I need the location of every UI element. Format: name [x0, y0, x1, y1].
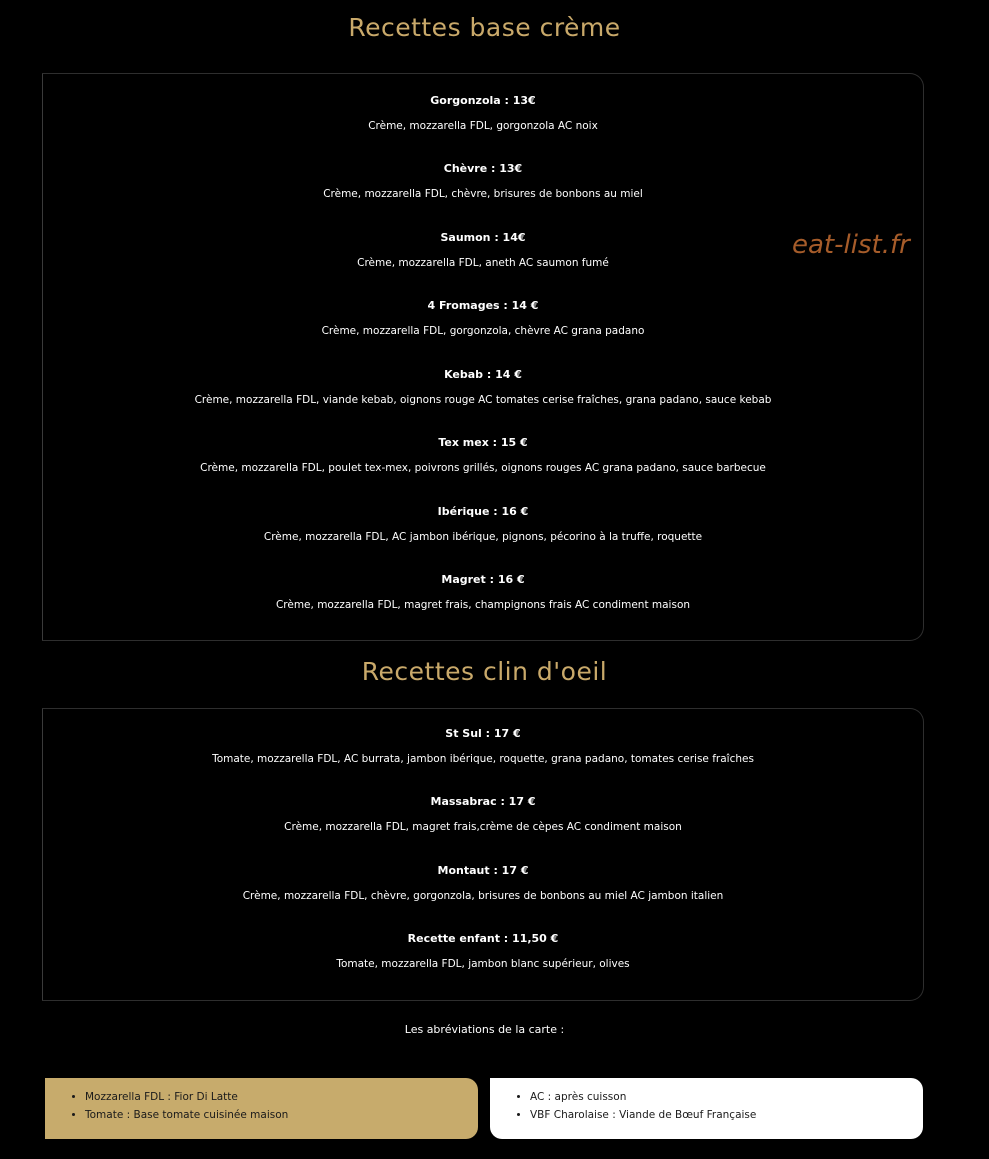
recipe-description: Crème, mozzarella FDL, chèvre, brisures de bonbons au miel	[323, 188, 643, 200]
recipe-description: Crème, mozzarella FDL, viande kebab, oignons rouge AC tomates cerise fraîches, grana padano, sauce kebab	[194, 394, 772, 406]
abbreviation-item: • Mozzarella FDL : Fior Di Latte	[85, 1088, 466, 1106]
recipe-name: Tex mex : 15 €	[438, 436, 528, 449]
abbreviations-list	[69, 1088, 466, 1124]
section-title-base-creme: Recettes base crème	[348, 13, 621, 42]
recipe-item	[43, 436, 923, 475]
abbreviation-item: • Tomate : Base tomate cuisinée maison	[85, 1106, 466, 1124]
abbreviations-list	[514, 1088, 911, 1124]
recipe-item	[43, 727, 923, 766]
recipe-description: Crème, mozzarella FDL, gorgonzola, chèvre AC grana padano	[321, 325, 645, 337]
section-title-clin-doeil: Recettes clin d'oeil	[361, 657, 608, 686]
recipes-card-base-creme	[42, 73, 924, 641]
recipe-name: Gorgonzola : 13€	[430, 94, 536, 107]
recipe-name: Montaut : 17 €	[437, 864, 529, 877]
abbreviations-title: Les abréviations de la carte :	[404, 1023, 565, 1036]
recipe-name: Massabrac : 17 €	[430, 795, 536, 808]
recipes-card-clin-doeil	[42, 708, 924, 1001]
recipe-name: Kebab : 14 €	[444, 368, 522, 381]
recipe-name: Ibérique : 16 €	[437, 505, 529, 518]
recipe-item	[43, 795, 923, 834]
recipe-description: Crème, mozzarella FDL, aneth AC saumon fumé	[357, 257, 609, 269]
recipe-item	[43, 573, 923, 612]
recipe-item	[43, 368, 923, 407]
recipe-description: Crème, mozzarella FDL, magret frais, champignons frais AC condiment maison	[275, 599, 691, 611]
abbreviation-item: • AC : après cuisson	[530, 1088, 911, 1106]
recipe-name: Chèvre : 13€	[443, 162, 523, 175]
abbreviations-box-right	[490, 1078, 923, 1139]
recipe-description: Crème, mozzarella FDL, poulet tex-mex, poivrons grillés, oignons rouges AC grana padano, sauce barbecue	[200, 462, 766, 474]
recipe-description: Crème, mozzarella FDL, gorgonzola AC noix	[368, 120, 598, 132]
recipe-item	[43, 162, 923, 201]
recipe-item	[43, 231, 923, 270]
recipe-description: Tomate, mozzarella FDL, jambon blanc supérieur, olives	[336, 958, 630, 970]
recipe-description: Tomate, mozzarella FDL, AC burrata, jambon ibérique, roquette, grana padano, tomates cerise fraîches	[212, 753, 754, 765]
recipe-item	[43, 299, 923, 338]
recipe-description: Crème, mozzarella FDL, magret frais,crème de cèpes AC condiment maison	[284, 821, 682, 833]
recipe-description: Crème, mozzarella FDL, chèvre, gorgonzola, brisures de bonbons au miel AC jambon italien	[242, 890, 724, 902]
abbreviation-item: • VBF Charolaise : Viande de Bœuf Française	[530, 1106, 911, 1124]
recipe-item	[43, 864, 923, 903]
recipe-name: 4 Fromages : 14 €	[427, 299, 539, 312]
recipe-name: Saumon : 14€	[440, 231, 526, 244]
recipe-item	[43, 505, 923, 544]
abbreviations-box-left	[45, 1078, 478, 1139]
watermark-text: eat-list.fr	[792, 230, 910, 260]
recipe-item	[43, 932, 923, 971]
recipe-item	[43, 94, 923, 133]
recipe-name: Recette enfant : 11,50 €	[407, 932, 559, 945]
recipe-name: Magret : 16 €	[441, 573, 525, 586]
recipe-name: St Sul : 17 €	[445, 727, 521, 740]
recipe-description: Crème, mozzarella FDL, AC jambon ibérique, pignons, pécorino à la truffe, roquette	[263, 531, 703, 543]
